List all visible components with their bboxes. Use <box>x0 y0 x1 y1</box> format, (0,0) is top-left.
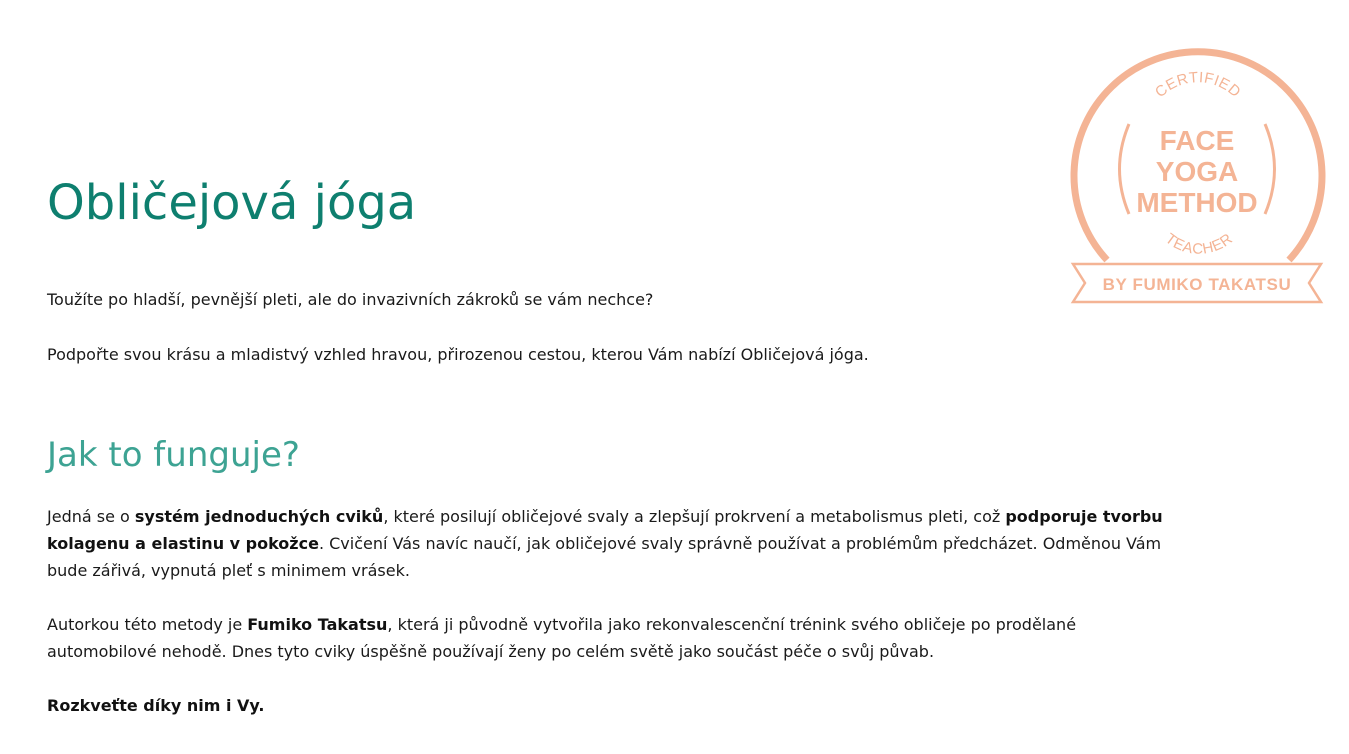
closing-line: Rozkveťte díky nim i Vy. <box>47 696 265 715</box>
badge-logo <box>1068 42 1326 304</box>
badge-method: METHOD <box>1136 187 1258 218</box>
intro-paragraph-1: Toužíte po hladší, pevnější pleti, ale do invazivních zákroků se vám nechce? <box>47 290 654 309</box>
badge-ribbon-text: BY FUMIKO TAKATSU <box>1102 275 1292 294</box>
badge-face: FACE <box>1159 125 1235 156</box>
page-title: Obličejová jóga <box>47 175 417 231</box>
svg-text:TEACHER: TEACHER <box>1161 230 1237 258</box>
bold-phrase: systém jednoduchých cviků <box>134 507 384 526</box>
author-paragraph: Autorkou této metody je Fumiko Takatsu, která ji původně vytvořila jako rekonvalescenční trénink svého obličeje po prodělané automobilové nehodě. Dnes tyto cviky úspěšně používají ženy po celém světě jako součást péče o svůj půvab. <box>47 615 1077 661</box>
intro-paragraph-2: Podpořte svou krásu a mladistvý vzhled hravou, přirozenou cestou, kterou Vám nabízí Obličejová jóga. <box>47 345 869 364</box>
how-it-works-paragraph: Jedná se o systém jednoduchých cviků, které posilují obličejové svaly a zlepšují prokrvení a metabolismus pleti, což podporuje tvorbu kolagenu a elastinu v pokožce. Cvičení Vás navíc naučí, jak obličejové svaly správně používat a problémům předcházet. Odměnou Vám bude zářivá, vypnutá pleť s minimem vrásek. <box>47 507 1163 580</box>
badge-yoga: YOGA <box>1155 156 1239 187</box>
author-name: Fumiko Takatsu <box>247 615 388 634</box>
section-title: Jak to funguje? <box>47 435 300 475</box>
certified-teacher-badge <box>1068 42 1326 304</box>
bold-phrase: podporuje tvorbu kolagenu a elastinu v pokožce <box>47 507 1163 553</box>
svg-text:CERTIFIED: CERTIFIED <box>1151 69 1245 102</box>
